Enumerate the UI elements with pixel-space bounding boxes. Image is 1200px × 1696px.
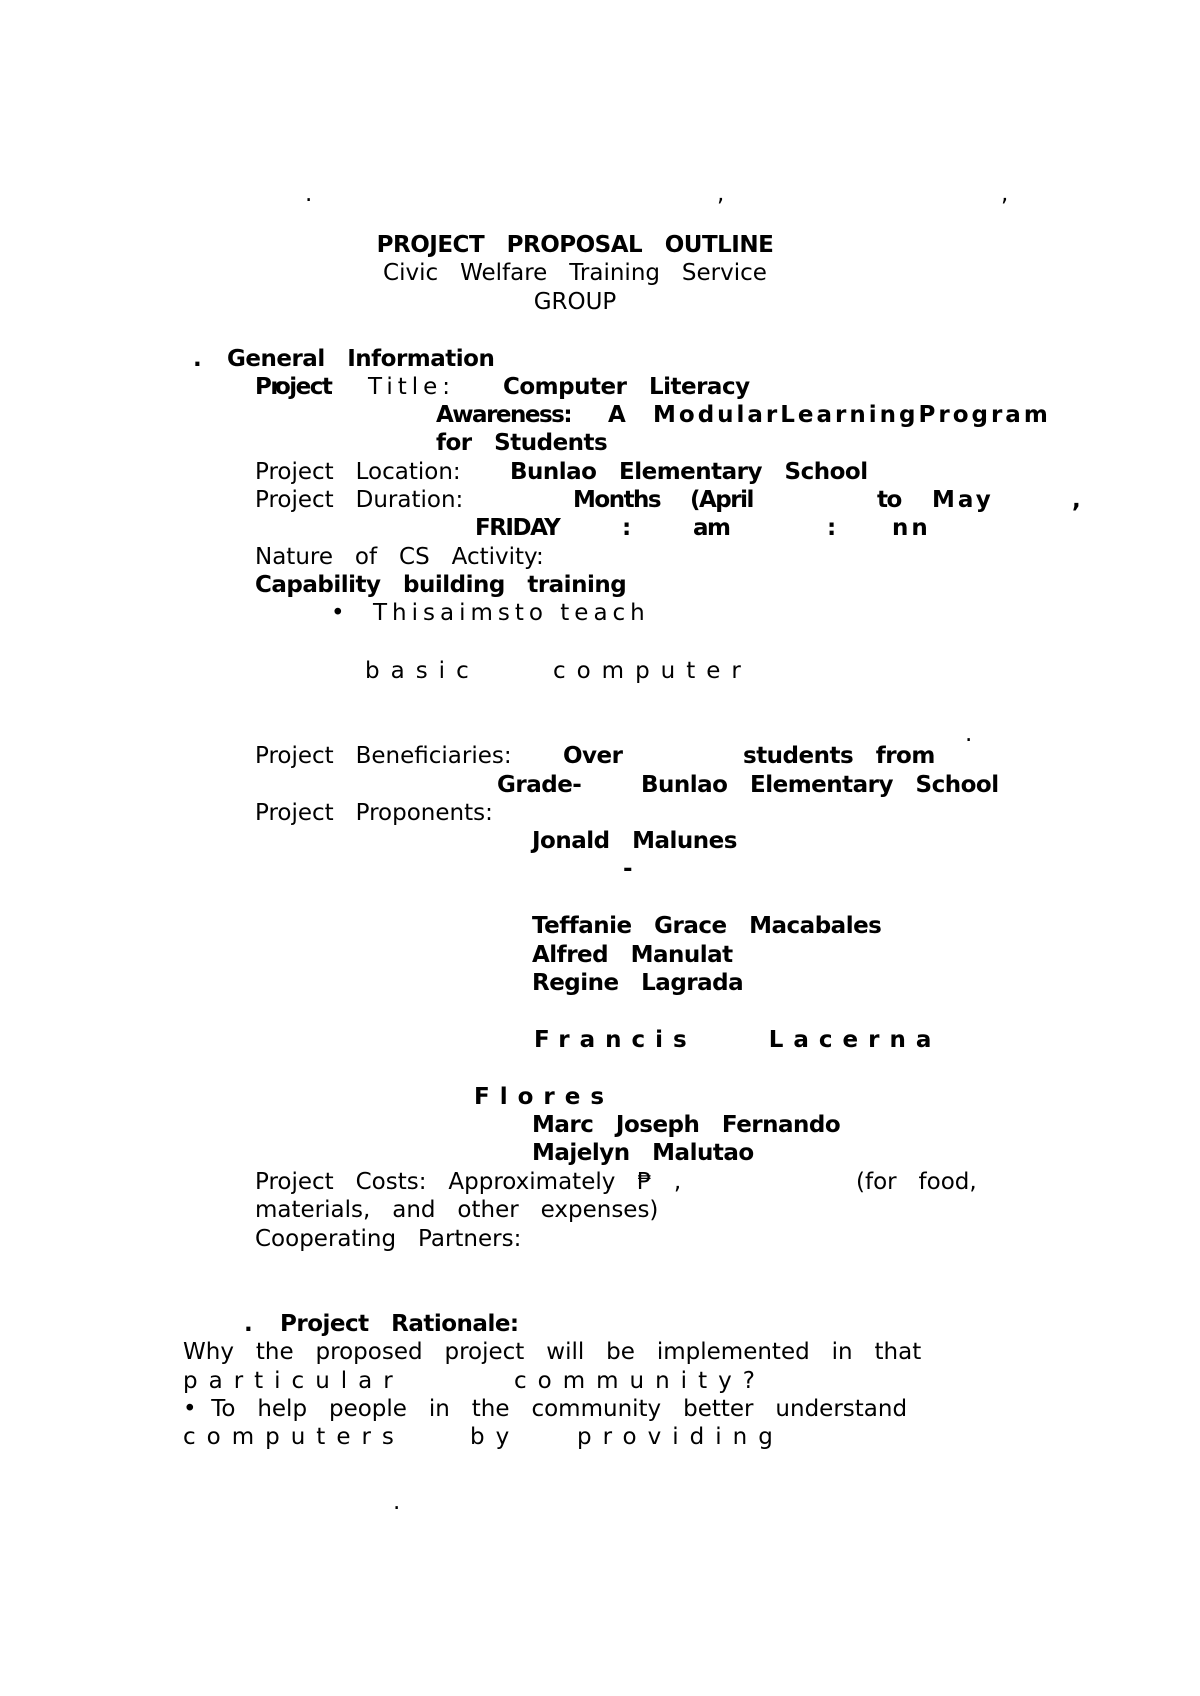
- rationale-question: Why the proposed project will be implemented in that: [183, 1339, 922, 1365]
- beneficiaries-students-from: students from: [743, 743, 935, 769]
- duration-start: (April: [690, 487, 753, 513]
- project-title-value: for Students: [436, 430, 608, 456]
- bullet-icon: •: [331, 600, 345, 626]
- duration-am: am: [693, 515, 730, 541]
- duration-end: May: [932, 487, 994, 513]
- beneficiaries-school: Bunlao Elementary School: [641, 772, 999, 798]
- duration-months: Months: [573, 487, 661, 513]
- section-heading-general-information: General Information: [227, 346, 495, 372]
- project-title-label-part: oject: [275, 374, 332, 400]
- rationale-question: community?: [514, 1368, 766, 1394]
- duration-nn: nn: [892, 515, 931, 541]
- group-label: GROUP: [533, 289, 617, 315]
- rationale-answer: • To help people in the community better understand: [183, 1396, 908, 1422]
- section-heading-project-rationale: Project Rationale:: [280, 1311, 519, 1337]
- proponent-name: Flores: [474, 1084, 615, 1110]
- beneficiaries-over: Over: [563, 743, 623, 769]
- duration-to: to: [877, 487, 901, 513]
- stray-mark: .: [393, 1489, 401, 1515]
- proponent-name: Teffanie Grace Macabales: [532, 913, 882, 939]
- project-location-value: Bunlao Elementary School: [510, 459, 868, 485]
- project-location-label: Project Location:: [255, 459, 461, 485]
- project-title-value: Awareness:: [436, 402, 572, 428]
- proponent-name: -: [623, 856, 633, 882]
- proponents-label: Project Proponents:: [255, 800, 493, 826]
- rationale-question: particular: [183, 1368, 404, 1394]
- stray-mark: .: [965, 721, 973, 747]
- proponent-name: Francis Lacerna: [534, 1027, 942, 1053]
- project-title-label: Title:: [368, 374, 456, 400]
- beneficiaries-label: Project Beneficiaries:: [255, 743, 512, 769]
- document-subtitle: Civic Welfare Training Service: [383, 260, 767, 286]
- rationale-answer: providing: [577, 1424, 784, 1450]
- section-marker: .: [244, 1311, 253, 1337]
- duration-colon: :: [622, 515, 631, 541]
- project-title-value: Computer Literacy: [503, 374, 750, 400]
- proponent-name: Regine Lagrada: [532, 970, 744, 996]
- nature-bullet-text: basic computer: [365, 658, 752, 684]
- beneficiaries-grade: Grade-: [497, 772, 582, 798]
- duration-colon: :: [827, 515, 836, 541]
- nature-bullet-text: Thisaimsto teach: [373, 600, 650, 626]
- section-marker: .: [193, 346, 202, 372]
- rationale-answer: computers: [183, 1424, 405, 1450]
- project-duration-label: Project Duration:: [255, 487, 464, 513]
- cooperating-partners-label: Cooperating Partners:: [255, 1226, 522, 1252]
- proponent-name: Majelyn Malutao: [532, 1140, 754, 1166]
- project-costs-label: Project Costs: Approximately ₱ ,: [255, 1169, 682, 1195]
- header-mark: ,: [1001, 181, 1009, 207]
- rationale-answer: by: [470, 1424, 521, 1450]
- nature-label: Nature of CS Activity:: [255, 544, 544, 570]
- document-title: PROJECT PROPOSAL OUTLINE: [376, 232, 774, 258]
- duration-comma: ,: [1072, 487, 1081, 513]
- proponent-name: Marc Joseph Fernando: [532, 1112, 841, 1138]
- project-costs-detail: (for food,: [856, 1169, 977, 1195]
- proponent-name: Jonald Malunes: [532, 828, 737, 854]
- project-title-label-part: Pr: [255, 374, 281, 400]
- project-costs-detail: materials, and other expenses): [255, 1197, 659, 1223]
- proponent-name: Alfred Manulat: [532, 942, 733, 968]
- nature-value: Capability building training: [255, 572, 627, 598]
- header-mark: .: [305, 181, 313, 207]
- project-title-value: ModularLearningProgram: [653, 402, 1051, 428]
- header-mark: ,: [717, 181, 725, 207]
- project-title-value: A: [608, 402, 626, 428]
- duration-day: FRIDAY: [475, 515, 560, 541]
